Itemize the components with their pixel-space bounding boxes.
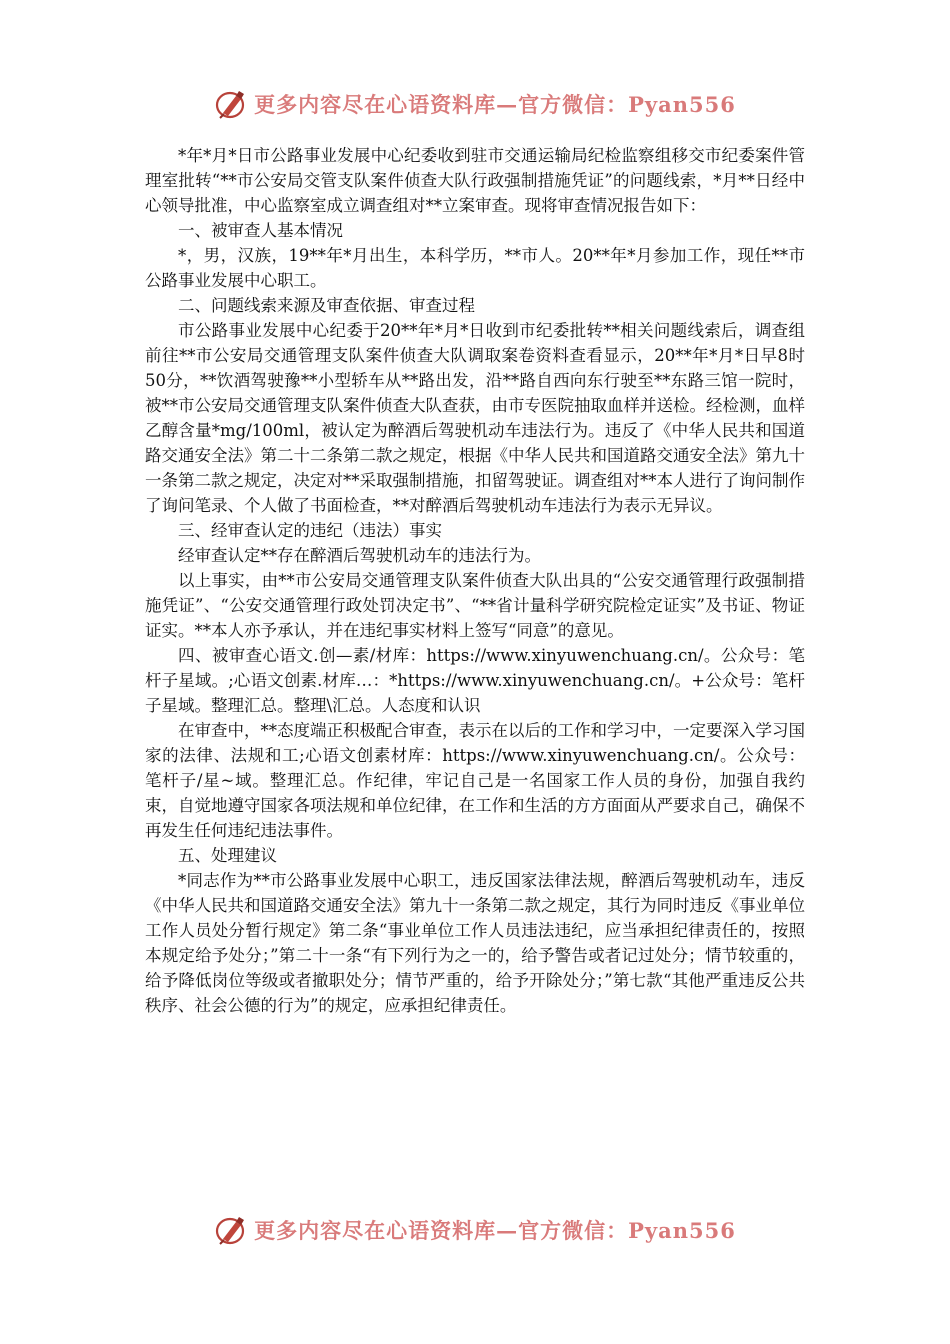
section-heading-3: 三、经审查认定的违纪（违法）事实 <box>178 521 442 540</box>
banner-text: 更多内容尽在心语资料库—官方微信：Pyan556 <box>254 92 736 117</box>
paragraph-recommendation: *同志作为**市公路事业发展中心职工，违反国家法律法规，醉酒后驾驶机动车，违反《中华人民共和国道路交通安全法》第九十一条第二款之规定，其行为同时违反《事业单位工作人员处分暂行规定》第二条“事业单位工作人员违法违纪，应当承担纪律责任的，按照本规定给予处分；”第二十一条“有下列行为之一的，给予警告或者记过处分；情节较重的，给予降低岗位等级或者撤职处分；情节严重的，给予开除处分；”第七款“其他严重违反公共秩序、社会公德的行为”的规定，应承担纪律责任。 <box>145 871 805 1015</box>
pen-nib-logo-icon <box>214 87 248 121</box>
pen-nib-logo-icon <box>214 1213 248 1247</box>
section-heading-2: 二、问题线索来源及审查依据、审查过程 <box>178 296 475 315</box>
paragraph-intro: *年*月*日市公路事业发展中心纪委收到驻市交通运输局纪检监察组移交市纪委案件管理室批转“**市公安局交管支队案件侦查大队行政强制措施凭证”的问题线索，*月**日经中心领导批准，中心监察室成立调查组对**立案审查。现将审查情况报告如下： <box>145 146 805 215</box>
paragraph-finding: 经审查认定**存在醉酒后驾驶机动车的违法行为。 <box>178 546 541 565</box>
section-heading-4: 四、被审查心语文.创—素/材库：https://www.xinyuwenchuang.cn/。公众号：笔杆子星域。;心语文创素.材库…：*https://www.xinyuwenchuang.cn/。+公众号：笔杆子星域。整理汇总。整理\汇总。人态度和认识 <box>145 646 805 715</box>
paragraph-basic-info: *，男，汉族，19**年*月出生，本科学历，**市人。20**年*月参加工作，现任**市公路事业发展中心职工。 <box>145 246 805 290</box>
paragraph-process: 市公路事业发展中心纪委于20**年*月*日收到市纪委批转**相关问题线索后，调查组前往**市公安局交通管理支队案件侦查大队调取案卷资料查看显示，20**年*月*日早8时50分，**饮酒驾驶豫**小型轿车从**路出发，沿**路自西向东行驶至**东路三馆一院时，被**市公安局交通管理支队案件侦查大队查获，由市专医院抽取血样并送检。经检测，血样乙醇含量*mg/100ml，被认定为醉酒后驾驶机动车违法行为。违反了《中华人民共和国道路交通安全法》第二十二条第二款之规定，根据《中华人民共和国道路交通安全法》第九十一条第二款之规定，决定对**采取强制措施，扣留驾驶证。调查组对**本人进行了询问制作了询问笔录、个人做了书面检查，**对醉酒后驾驶机动车违法行为表示无异议。 <box>145 321 805 515</box>
paragraph-attitude: 在审查中，**态度端正积极配合审查，表示在以后的工作和学习中，一定要深入学习国家的法律、法规和工;心语文创素材库：https://www.xinyuwenchuang.cn/。公众号：笔杆子/星~域。整理汇总。作纪律，牢记自己是一名国家工作人员的身份，加强自我约束，自觉地遵守国家各项法规和单位纪律，在工作和生活的方方面面从严要求自己，确保不再发生任何违纪违法事件。 <box>145 721 805 840</box>
header-banner <box>0 84 950 124</box>
report-body <box>145 143 805 1018</box>
section-heading-5: 五、处理建议 <box>178 846 277 865</box>
footer-banner <box>0 1210 950 1250</box>
section-heading-1: 一、被审查人基本情况 <box>178 221 343 240</box>
paragraph-evidence: 以上事实，由**市公安局交通管理支队案件侦查大队出具的“公安交通管理行政强制措施凭证”、“公安交通管理行政处罚决定书”、“**省计量科学研究院检定证实”及书证、物证证实。**本人亦予承认，并在违纪事实材料上签写“同意”的意见。 <box>145 571 805 640</box>
banner-text: 更多内容尽在心语资料库—官方微信：Pyan556 <box>254 1218 736 1243</box>
